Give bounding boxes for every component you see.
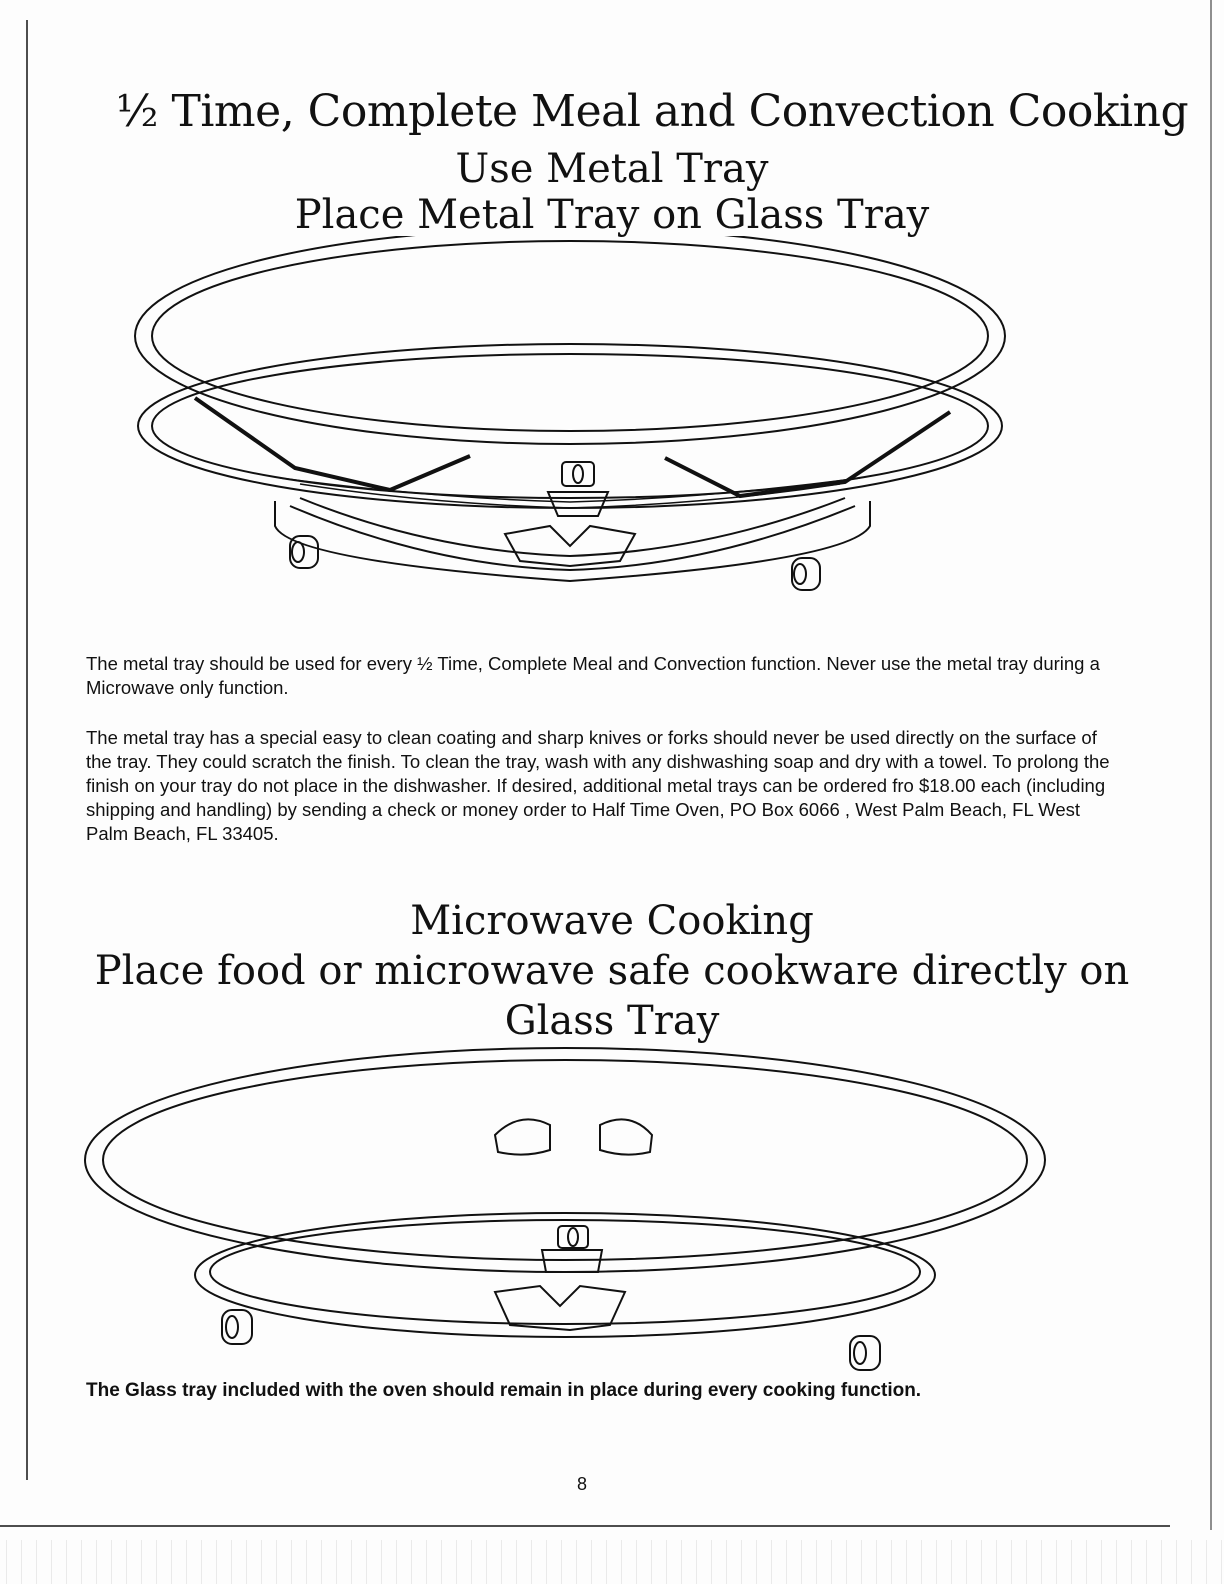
roller-ring bbox=[195, 1213, 935, 1337]
metal-tray-care-paragraph: The metal tray has a special easy to clean coating and sharp knives or forks should never be used directly on the surface of the tray. They could scratch the finish. To clean the tray, wash with any dishwashing soap and dry with a towel. To prolong the finish on your tray do not place in the dishwasher. If desired, additional metal trays can be ordered fro $18.00 each (including shipping and handling) by sending a check or money order to Half Time Oven, PO Box 6066 , West Palm Beach, FL West Palm Beach, FL 33405. bbox=[86, 727, 1110, 844]
glass-tray bbox=[138, 344, 1002, 508]
glass-tray-footnote: The Glass tray included with the oven should remain in place during every cooking function. bbox=[86, 1380, 922, 1401]
section1-instruction: Place Metal Tray on Glass Tray bbox=[294, 192, 930, 238]
scan-edge-bottom bbox=[0, 1525, 1170, 1527]
glass-tray-on-roller-illustration bbox=[80, 1040, 1070, 1380]
center-coupler bbox=[495, 1226, 625, 1330]
metal-tray-on-glass-tray-illustration bbox=[130, 236, 1020, 596]
section1-subtitle: Use Metal Tray bbox=[455, 146, 769, 192]
metal-tray bbox=[135, 236, 1005, 444]
tray-coupler-pieces bbox=[495, 1119, 652, 1154]
scan-edge-left bbox=[26, 20, 28, 1480]
roller-ring bbox=[275, 498, 870, 581]
scan-noise-strip bbox=[0, 1540, 1224, 1584]
section1-title: ½ Time, Complete Meal and Convection Cooking bbox=[115, 86, 1189, 137]
section2-instruction: Place food or microwave safe cookware directly on bbox=[94, 948, 1130, 994]
roller-wheel-right bbox=[850, 1336, 880, 1370]
page-number: 8 bbox=[576, 1474, 587, 1494]
center-coupler bbox=[505, 462, 635, 566]
section2-title: Microwave Cooking bbox=[410, 898, 814, 944]
metal-tray-usage-paragraph: The metal tray should be used for every ½ Time, Complete Meal and Convection function. Never use the metal tray during a Microwave only function. bbox=[86, 653, 1100, 698]
section2-instruction-cont: Glass Tray bbox=[504, 998, 720, 1044]
roller-wheel-left bbox=[222, 1310, 252, 1344]
glass-tray bbox=[85, 1048, 1045, 1272]
roller-wheel-right bbox=[792, 558, 820, 590]
